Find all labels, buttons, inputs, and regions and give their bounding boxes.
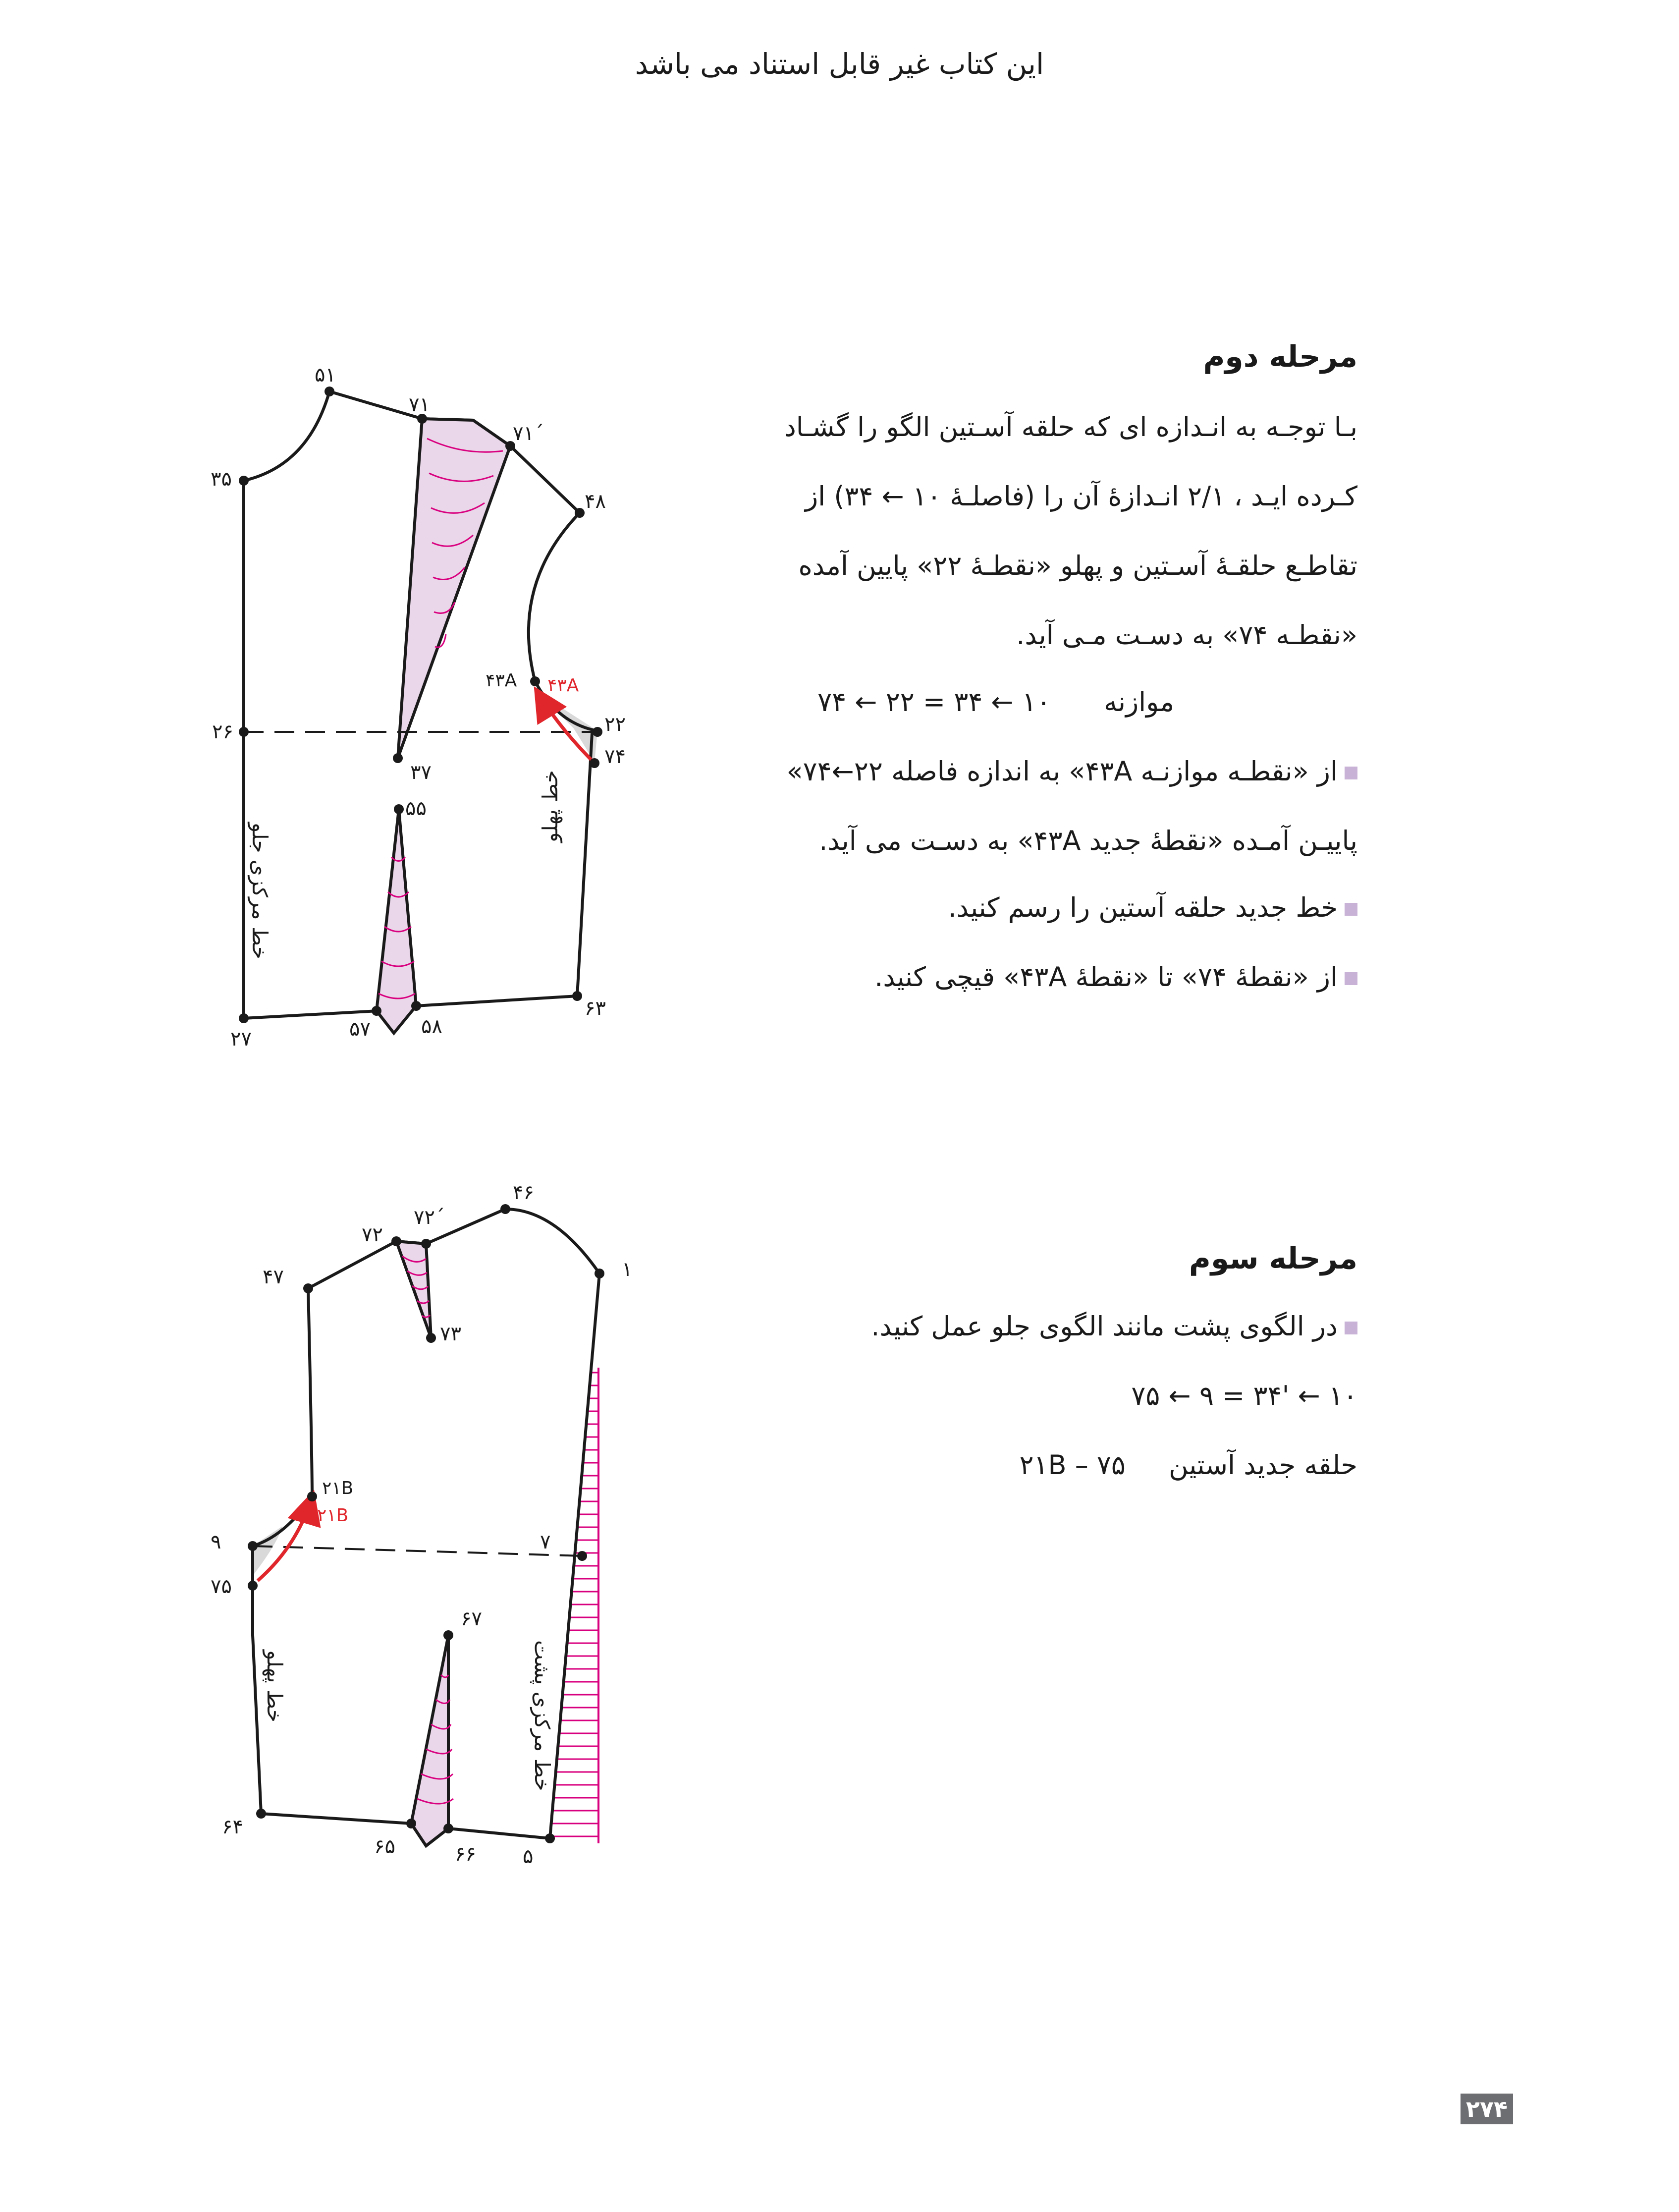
stage3-formula: ۱۰ ← '۳۴ = ۹ ← ۷۵ — [1131, 1380, 1357, 1411]
shoulder-dart — [398, 419, 510, 758]
stage3-title: مرحله سوم — [1189, 1241, 1357, 1276]
point-label: ۳۵ — [211, 468, 232, 491]
point-label: ۶۵ — [374, 1835, 395, 1858]
point-label: ۲۷ — [230, 1028, 252, 1051]
point-label: ۷۱´ — [513, 422, 544, 445]
side-line-label: خط پهلو — [263, 1650, 287, 1722]
point-label: ۴۸ — [585, 490, 606, 513]
point-label: ۷۲´ — [414, 1206, 445, 1229]
point-label: ۶۷ — [461, 1607, 482, 1630]
point-label: ۵۷ — [349, 1018, 371, 1041]
stage2-section — [743, 339, 1357, 1011]
stage2-paragraph-line: تقاطـع حلقـهٔ آسـتین و پهلو «نقطـهٔ ۲۲» پایین آمده — [798, 550, 1357, 581]
back-pattern-diagram — [0, 1140, 694, 1933]
point-label: ۷۳ — [440, 1323, 461, 1345]
point-label: ۷۱ — [409, 393, 430, 416]
point-label: ۹ — [211, 1531, 221, 1553]
point-label: ۲۲ — [604, 713, 626, 736]
front-pattern-diagram — [0, 0, 694, 1065]
point-label: ۵ — [523, 1845, 534, 1868]
stage2-bullet: از «نقطهٔ ۷۴» تا «نقطهٔ ۴۳A» قیچی کنید. — [874, 964, 1357, 991]
stage2-paragraph-line: «نقطـه ۷۴» به دسـت مـی آید. — [1016, 619, 1357, 651]
waist-dart — [377, 809, 416, 1033]
stage3-sleeve-label: حلقه جدید آستین — [1169, 1449, 1357, 1481]
point-label-new: ۲۱B — [317, 1505, 349, 1526]
page-number: ۲۷۴ — [1461, 2094, 1513, 2124]
back-waist-dart — [411, 1635, 448, 1846]
point-label: ۶۶ — [455, 1843, 476, 1866]
point-label: ۶۴ — [222, 1816, 243, 1838]
point-label: ۷ — [540, 1531, 551, 1553]
point-label: ۳۷ — [410, 761, 432, 784]
point-label: ۵۸ — [421, 1015, 442, 1038]
stage2-bullet-continuation: پاییـن آمـده «نقطهٔ جدید ۴۳A» به دسـت می آید. — [819, 825, 1357, 856]
stage2-formula-label: موازنه — [1104, 686, 1174, 718]
stage2-formula-expr: ۱۰ ← ۳۴ = ۲۲ ← ۷۴ — [817, 686, 1051, 718]
stage2-bullet: از «نقطـه موازنـه ۴۳A» به اندازه فاصله ۲۲←۷۴» — [787, 758, 1357, 785]
stage2-paragraph-line: بـا توجـه به انـدازه ای که حلقه آسـتین الگو را گشـاد — [784, 411, 1357, 442]
stage2-title: مرحله دوم — [1203, 339, 1357, 374]
page-header: این کتاب غیر قابل استناد می باشد — [635, 47, 1044, 81]
stage3-section — [743, 1241, 1357, 1501]
stage3-sleeve-expr: ۷۵ – ۲۱B — [1019, 1449, 1126, 1481]
stage2-bullet: خط جدید حلقه آستین را رسم کنید. — [948, 894, 1357, 921]
side-line-label: خط پهلو — [538, 770, 562, 842]
point-label: ۱ — [622, 1258, 633, 1281]
point-label: ۷۲ — [362, 1223, 383, 1246]
back-bust-line — [253, 1546, 582, 1556]
stage3-bullet: در الگوی پشت مانند الگوی جلو عمل کنید. — [871, 1313, 1357, 1340]
point-label: ۶۳ — [585, 997, 606, 1020]
back-shoulder-dart — [396, 1241, 431, 1338]
point-label: ۵۱ — [315, 364, 336, 387]
stage3-sleeve — [1019, 1449, 1358, 1481]
point-label: ۲۱B — [322, 1478, 354, 1498]
point-label: ۲۶ — [212, 720, 233, 743]
point-label: ۵۵ — [405, 797, 427, 820]
center-front-line-label: خط مرکزی جلو — [248, 823, 272, 959]
point-label: ۴۶ — [513, 1181, 534, 1204]
center-back-line-label: خط مرکزی پشت — [530, 1640, 554, 1791]
point-label: ۴۷ — [263, 1266, 284, 1288]
point-label: ۴۳A — [486, 670, 517, 691]
stage2-paragraph-line: کـرده ایـد ، ۲/۱ انـدازهٔ آن را (فاصلـهٔ ۱۰ ← ۳۴) از — [805, 481, 1357, 512]
point-label-new: ۴۳A — [547, 675, 579, 696]
point-label: ۷۴ — [604, 745, 626, 768]
point-label: ۷۵ — [211, 1575, 232, 1598]
stage2-formula — [817, 686, 1174, 718]
